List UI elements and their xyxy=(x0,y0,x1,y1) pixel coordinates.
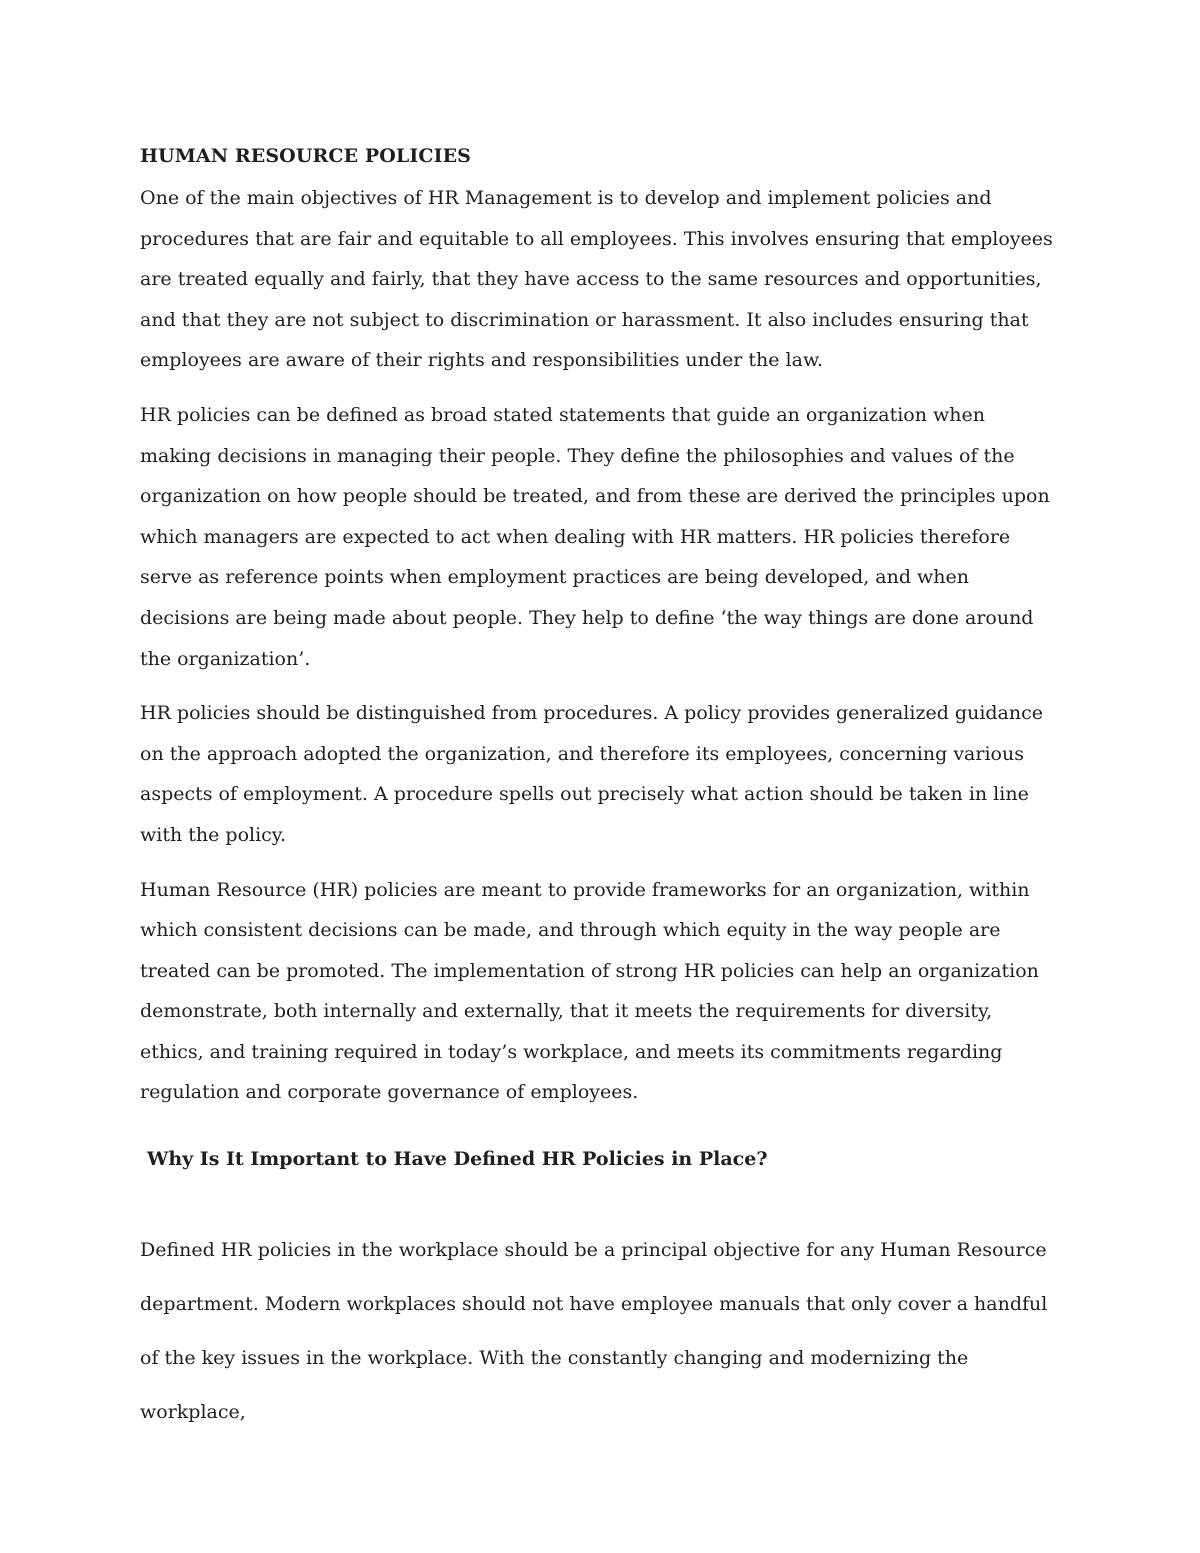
paragraph-hr-policy-definition: HR policies can be defined as broad stated statements that guide an organization when making decisions in managing their people. They define the philosophies and values of the organization on how people should be treated, and from these are derived the principles upon which managers are expected to act when dealing with HR matters. HR policies therefore serve as reference points when employment practices are being developed, and when decisions are being made about people. They help to define ‘the way things are done around the organization’. xyxy=(140,403,1050,670)
section-heading-importance: Why Is It Important to Have Defined HR Policies in Place? xyxy=(147,1148,768,1171)
paragraph-hr-objectives: One of the main objectives of HR Management is to develop and implement policies and procedures that are fair and equitable to all employees. This involves ensuring that employees are treated equally and fairly, that they have access to the same resources and opportunities, and that they are not subject to discrimination or harassment. It also includes ensuring that employees are aware of their rights and responsibilities under the law. xyxy=(140,187,1053,372)
document-title: HUMAN RESOURCE POLICIES xyxy=(140,145,471,167)
paragraph-policies-vs-procedures: HR policies should be distinguished from procedures. A policy provides generalized guidance on the approach adopted the organization, and therefore its employees, concerning various aspects of employment. A procedure spells out precisely what action should be taken in line with the policy. xyxy=(140,702,1044,846)
paragraph-hr-frameworks: Human Resource (HR) policies are meant to provide frameworks for an organization, within which consistent decisions can be made, and through which equity in the way people are treated can be promoted. The implementation of strong HR policies can help an organization demonstrate, both internally and externally, that it meets the requirements for diversity, ethics, and training required in today’s workplace, and meets its commitments regarding regulation and corporate governance of employees. xyxy=(140,878,1039,1104)
document-body xyxy=(140,140,1060,1439)
paragraph-defined-policies: Defined HR policies in the workplace should be a principal objective for any Human Resource department. Modern workplaces should not have employee manuals that only cover a handful of the key issues in the workplace. With the constantly changing and modernizing the workplace, xyxy=(140,1239,1048,1424)
